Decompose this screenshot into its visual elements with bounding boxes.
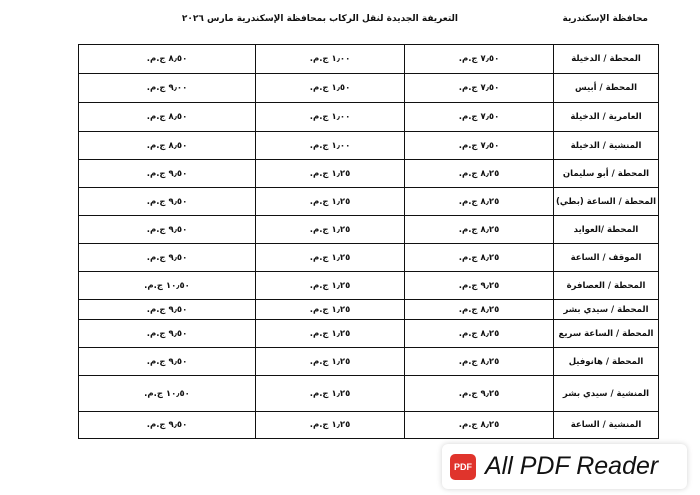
fare-cell: ٨٫٢٥ ج.م. bbox=[405, 244, 554, 272]
table-row bbox=[79, 348, 659, 376]
total-fare-cell: ٩٫٥٠ ج.م. bbox=[79, 412, 256, 439]
total-fare-cell: ٩٫٥٠ ج.م. bbox=[79, 188, 256, 216]
table-row bbox=[79, 272, 659, 300]
fare-cell: ٩٫٢٥ ج.م. bbox=[405, 272, 554, 300]
route-cell: المحطة / الساعة (بطي) bbox=[554, 188, 659, 216]
fare-cell: ٨٫٢٥ ج.م. bbox=[405, 348, 554, 376]
table-row bbox=[79, 376, 659, 412]
fare-cell: ٨٫٢٥ ج.م. bbox=[405, 188, 554, 216]
fare-cell: ٨٫٢٥ ج.م. bbox=[405, 216, 554, 244]
increase-cell: ١٫٠٠ ج.م. bbox=[256, 103, 405, 132]
table-row bbox=[79, 216, 659, 244]
total-fare-cell: ٩٫٥٠ ج.م. bbox=[79, 320, 256, 348]
increase-cell: ١٫٢٥ ج.م. bbox=[256, 188, 405, 216]
total-fare-cell: ١٠٫٥٠ ج.م. bbox=[79, 376, 256, 412]
fare-cell: ٩٫٢٥ ج.م. bbox=[405, 376, 554, 412]
table-row bbox=[79, 412, 659, 439]
table-row bbox=[79, 103, 659, 132]
increase-cell: ١٫٢٥ ج.م. bbox=[256, 300, 405, 320]
total-fare-cell: ٩٫٠٠ ج.م. bbox=[79, 74, 256, 103]
route-cell: المنشية / سيدي بشر bbox=[554, 376, 659, 412]
app-watermark bbox=[442, 444, 687, 489]
total-fare-cell: ٩٫٥٠ ج.م. bbox=[79, 300, 256, 320]
table-row bbox=[79, 320, 659, 348]
increase-cell: ١٫٢٥ ج.م. bbox=[256, 320, 405, 348]
total-fare-cell: ٨٫٥٠ ج.م. bbox=[79, 132, 256, 160]
route-cell: العامرية / الدخيلة bbox=[554, 103, 659, 132]
increase-cell: ١٫٥٠ ج.م. bbox=[256, 74, 405, 103]
fare-cell: ٨٫٢٥ ج.م. bbox=[405, 300, 554, 320]
route-cell: المحطة / أبو سليمان bbox=[554, 160, 659, 188]
governorate-label: محافظة الإسكندرية bbox=[562, 14, 648, 24]
table-row bbox=[79, 188, 659, 216]
route-cell: المحطة / أبيس bbox=[554, 74, 659, 103]
table-row bbox=[79, 244, 659, 272]
table-row bbox=[79, 160, 659, 188]
pdf-icon: PDF bbox=[450, 454, 476, 480]
fare-cell: ٨٫٢٥ ج.م. bbox=[405, 320, 554, 348]
total-fare-cell: ٩٫٥٠ ج.م. bbox=[79, 348, 256, 376]
route-cell: الموقف / الساعة bbox=[554, 244, 659, 272]
increase-cell: ١٫٠٠ ج.م. bbox=[256, 45, 405, 74]
increase-cell: ١٫٢٥ ج.م. bbox=[256, 160, 405, 188]
total-fare-cell: ٩٫٥٠ ج.م. bbox=[79, 244, 256, 272]
route-cell: المحطة / الدخيلة bbox=[554, 45, 659, 74]
fare-table bbox=[78, 44, 659, 439]
route-cell: المحطة / سيدي بشر bbox=[554, 300, 659, 320]
total-fare-cell: ٩٫٥٠ ج.م. bbox=[79, 160, 256, 188]
route-cell: المحطة / الساعة سريع bbox=[554, 320, 659, 348]
total-fare-cell: ٨٫٥٠ ج.م. bbox=[79, 103, 256, 132]
route-cell: المحطة / هانوفيل bbox=[554, 348, 659, 376]
total-fare-cell: ١٠٫٥٠ ج.م. bbox=[79, 272, 256, 300]
increase-cell: ١٫٢٥ ج.م. bbox=[256, 376, 405, 412]
table-row bbox=[79, 45, 659, 74]
increase-cell: ١٫٢٥ ج.م. bbox=[256, 216, 405, 244]
route-cell: المنشية / الساعة bbox=[554, 412, 659, 439]
table-row bbox=[79, 132, 659, 160]
fare-cell: ٨٫٢٥ ج.م. bbox=[405, 412, 554, 439]
watermark-text: All PDF Reader bbox=[485, 452, 659, 480]
document-title: التعريفة الجديدة لنقل الركاب بمحافظة الإسكندرية مارس ٢٠٢٦ bbox=[181, 14, 458, 24]
table-row bbox=[79, 74, 659, 103]
total-fare-cell: ٩٫٥٠ ج.م. bbox=[79, 216, 256, 244]
fare-cell: ٧٫٥٠ ج.م. bbox=[405, 103, 554, 132]
increase-cell: ١٫٢٥ ج.م. bbox=[256, 272, 405, 300]
fare-cell: ٧٫٥٠ ج.م. bbox=[405, 45, 554, 74]
increase-cell: ١٫٢٥ ج.م. bbox=[256, 412, 405, 439]
route-cell: المنشية / الدخيلة bbox=[554, 132, 659, 160]
route-cell: المحطة /العوايد bbox=[554, 216, 659, 244]
fare-cell: ٧٫٥٠ ج.م. bbox=[405, 74, 554, 103]
increase-cell: ١٫٢٥ ج.م. bbox=[256, 244, 405, 272]
fare-table-body bbox=[79, 45, 659, 439]
fare-cell: ٨٫٢٥ ج.م. bbox=[405, 160, 554, 188]
fare-cell: ٧٫٥٠ ج.م. bbox=[405, 132, 554, 160]
increase-cell: ١٫٢٥ ج.م. bbox=[256, 348, 405, 376]
increase-cell: ١٫٠٠ ج.م. bbox=[256, 132, 405, 160]
route-cell: المحطة / العصافرة bbox=[554, 272, 659, 300]
table-row bbox=[79, 300, 659, 320]
total-fare-cell: ٨٫٥٠ ج.م. bbox=[79, 45, 256, 74]
